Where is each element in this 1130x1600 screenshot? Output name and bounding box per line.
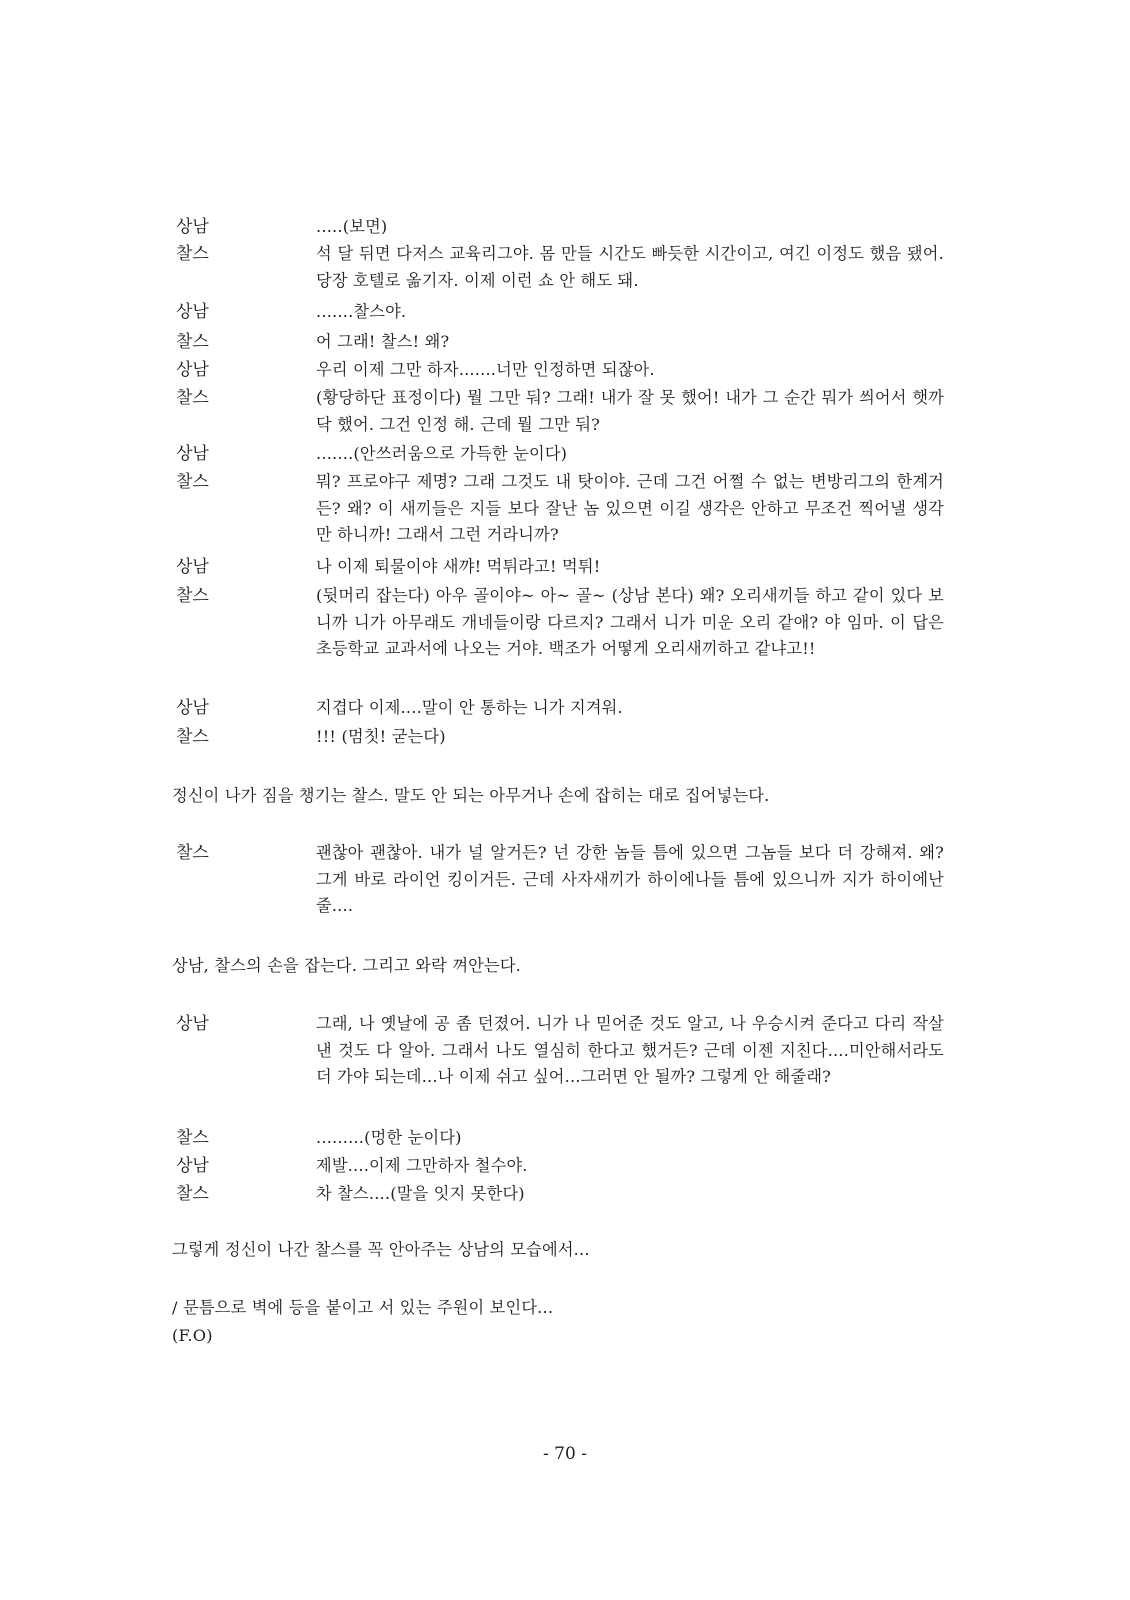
dialogue-line — [0, 840, 1130, 925]
stage-direction: 정신이 나가 짐을 챙기는 찰스. 말도 안 되는 아무거나 손에 잡히는 대로 집어넣는다. — [172, 786, 770, 805]
speaker-name: 상남 — [176, 360, 209, 380]
dialogue-text: 우리 이제 그만 하자.......너만 인정하면 되잖아. — [316, 360, 655, 379]
dialogue-text: 석 달 뒤면 다저스 교육리그야. 몸 만들 시간도 빠듯한 시간이고, 여긴 이정도 했음 됐어. 당장 호텔로 옮기자. 이제 이런 쇼 안 해도 돼. — [316, 244, 944, 290]
dialogue-text: .......(안쓰러움으로 가득한 눈이다) — [316, 444, 568, 463]
speaker-name: 찰스 — [176, 332, 209, 352]
stage-direction: 상남, 찰스의 손을 잡는다. 그리고 와락 껴안는다. — [172, 956, 522, 975]
dialogue-line — [0, 724, 1130, 752]
dialogue-line — [0, 357, 1130, 385]
speaker-name: 찰스 — [176, 1184, 209, 1204]
dialogue-line — [0, 554, 1130, 583]
speaker-name: 찰스 — [176, 1128, 209, 1148]
speaker-name: 상남 — [176, 698, 209, 718]
stage-direction: 그렇게 정신이 나간 찰스를 꼭 안아주는 상남의 모습에서... — [172, 1240, 590, 1259]
speaker-name: 상남 — [176, 1014, 209, 1034]
speaker-name: 찰스 — [176, 727, 209, 747]
dialogue-text: (뒷머리 잡는다) 아우 골이야~ 아~ 골~ (상남 본다) 왜? 오리새끼들 하고 같이 있다 보니까 니가 아무래도 개네들이랑 다르지? 그래서 니가 미운 오리 같애? 야 임마. 이 답은 초등학교 교과서에 나오는 거야. 백조가 어떻게 오리새끼하고 같냐고!! — [316, 586, 944, 659]
page-number: - 70 - — [543, 1444, 587, 1464]
dialogue-line — [0, 1011, 1130, 1125]
speaker-name: 찰스 — [176, 586, 209, 606]
dialogue-text: 뭐? 프로야구 제명? 그래 그것도 내 탓이야. 근데 그건 어쩔 수 없는 변방리그의 한계거든? 왜? 이 새끼들은 지들 보다 잘난 놈 있으면 이길 생각은 안하고 무조건 찍어낼 생각만 하니까! 그래서 그런 거라니까? — [316, 472, 944, 545]
speaker-name: 찰스 — [176, 843, 209, 863]
speaker-name: 찰스 — [176, 472, 209, 492]
speaker-name: 상남 — [176, 557, 209, 577]
dialogue-text: 제발....이제 그만하자 철수야. — [316, 1156, 528, 1175]
dialogue-text: (황당하단 표정이다) 뭘 그만 둬? 그래! 내가 잘 못 했어! 내가 그 순간 뭐가 씌어서 햇까닥 했어. 그건 인정 해. 근데 뭘 그만 둬? — [316, 388, 944, 434]
dialogue-line — [0, 385, 1130, 441]
dialogue-block-2 — [0, 840, 1130, 925]
dialogue-line — [0, 469, 1130, 554]
dialogue-text: .........(멍한 눈이다) — [316, 1128, 462, 1147]
dialogue-text: .......찰스야. — [316, 302, 407, 321]
dialogue-text: .....(보면) — [316, 217, 388, 236]
dialogue-block-3 — [0, 1011, 1130, 1209]
dialogue-line — [0, 1181, 1130, 1209]
dialogue-line — [0, 1153, 1130, 1181]
speaker-name: 상남 — [176, 302, 209, 322]
dialogue-text: 차 찰스....(말을 잇지 못한다) — [316, 1184, 525, 1203]
stage-direction: / 문틈으로 벽에 등을 붙이고 서 있는 주원이 보인다... — [172, 1298, 554, 1317]
dialogue-line — [0, 329, 1130, 357]
dialogue-text: 어 그래! 찰스! 왜? — [316, 332, 450, 351]
dialogue-text: 나 이제 퇴물이야 새꺄! 먹튀라고! 먹튀! — [316, 557, 601, 576]
dialogue-line — [0, 1125, 1130, 1153]
dialogue-line — [0, 299, 1130, 329]
speaker-name: 찰스 — [176, 388, 209, 408]
dialogue-text: 괜찮아 괜찮아. 내가 널 알거든? 넌 강한 놈들 틈에 있으면 그놈들 보다 더 강해져. 왜? 그게 바로 라이언 킹이거든. 근데 사자새끼가 하이에나들 틈에 있으니까 지가 하이에난 줄.... — [316, 843, 944, 916]
dialogue-text: 그래, 나 옛날에 공 좀 던졌어. 니가 나 믿어준 것도 알고, 나 우승시켜 준다고 다리 작살낸 것도 다 알아. 그래서 나도 열심히 한다고 했거든? 근데 이젠 지친다....미안해서라도 더 가야 되는데...나 이제 쉬고 싶어...그러면 안 될까? 그렇게 안 해줄래? — [316, 1014, 944, 1087]
dialogue-line — [0, 583, 1130, 695]
dialogue-text: !!! (멈칫! 굳는다) — [316, 727, 446, 746]
dialogue-line — [0, 695, 1130, 724]
speaker-name: 찰스 — [176, 244, 209, 264]
dialogue-line — [0, 214, 1130, 241]
speaker-name: 상남 — [176, 1156, 209, 1176]
speaker-name: 상남 — [176, 444, 209, 464]
dialogue-text: 지겹다 이제....말이 안 통하는 니가 지겨워. — [316, 698, 623, 717]
fade-out-marker: (F.O) — [172, 1326, 213, 1345]
speaker-name: 상남 — [176, 217, 209, 237]
dialogue-block-1 — [0, 214, 1130, 752]
dialogue-line — [0, 241, 1130, 299]
dialogue-line — [0, 441, 1130, 469]
